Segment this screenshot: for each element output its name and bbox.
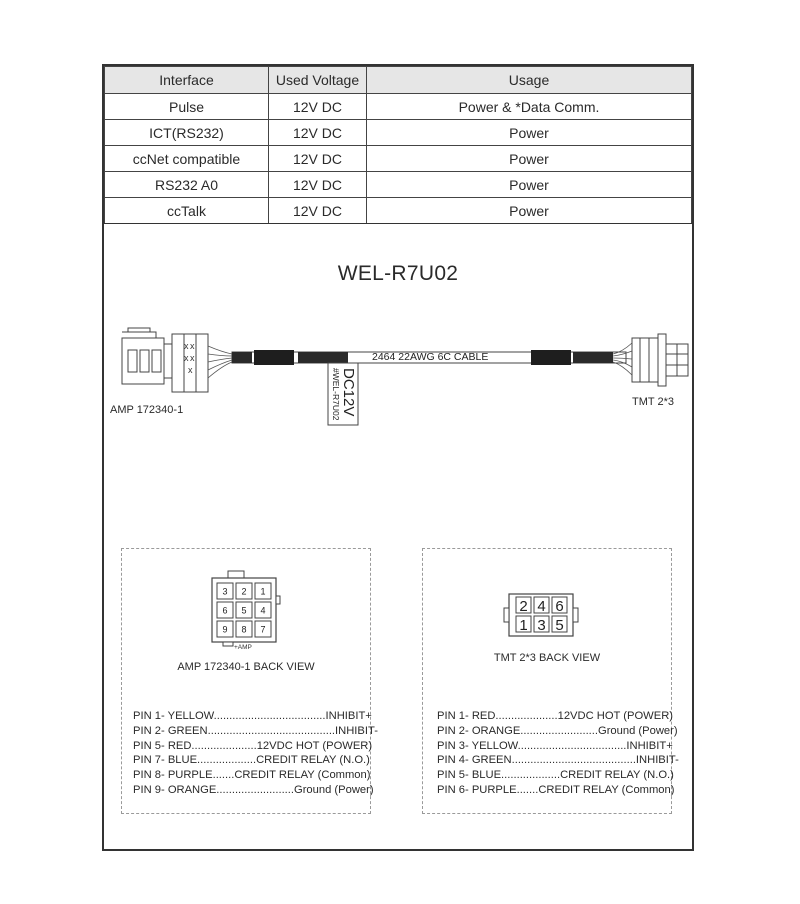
amp-back-view-title: AMP 172340-1 BACK VIEW [177, 661, 315, 673]
amp-pin-list [133, 709, 378, 798]
tmt-pin-list [437, 709, 679, 798]
tag-voltage: DC12V [340, 368, 357, 417]
cell-voltage: 12V DC [269, 120, 367, 146]
tmt-pin-grid [503, 592, 579, 638]
pin-number: 4 [537, 597, 546, 615]
amp-pin-entry: PIN 1- YELLOW....................................INHIBIT+ [133, 710, 372, 722]
amp-connector-drawing [122, 328, 208, 392]
tmt-back-view-panel [422, 548, 679, 814]
cell-interface: ICT(RS232) [105, 120, 269, 146]
amp-marker: +AMP [234, 644, 252, 650]
amp-pin-grid [210, 570, 282, 650]
pin-number: 5 [555, 616, 564, 634]
pin-number: 1 [519, 616, 528, 634]
table-row [105, 146, 692, 172]
table-header-row [105, 67, 692, 94]
tmt-pin-entry: PIN 3- YELLOW...................................INHIBIT+ [437, 739, 673, 752]
amp-pin-entry: PIN 5- RED.....................12VDC HOT (POWER) [133, 739, 373, 752]
pin-number: 2 [241, 586, 247, 597]
tmt-pin-entry: PIN 4- GREEN........................................INHIBIT- [437, 754, 679, 767]
cable-spec-label: 2464 22AWG 6C CABLE [372, 351, 489, 363]
interface-table [104, 66, 692, 224]
cable-model-title: WEL-R7U02 [337, 262, 459, 285]
cell-usage: Power & *Data Comm. [367, 94, 692, 120]
table-row [105, 120, 692, 146]
cell-interface: RS232 A0 [105, 172, 269, 198]
cell-voltage: 12V DC [269, 198, 367, 224]
pin-number: 1 [260, 586, 266, 597]
svg-text:x: x [190, 341, 195, 351]
cell-usage: Power [367, 198, 692, 224]
tmt-pin-entry: PIN 5- BLUE...................CREDIT RELAY (N.O.) [437, 769, 674, 782]
tmt-pin-entry: PIN 2- ORANGE.........................Ground (Power) [437, 724, 678, 737]
pin-number: 5 [241, 605, 247, 616]
cell-interface: ccNet compatible [105, 146, 269, 172]
header-interface: Interface [105, 67, 269, 94]
table-row [105, 94, 692, 120]
cell-interface: ccTalk [105, 198, 269, 224]
pin-number: 6 [222, 605, 228, 616]
pin-number: 2 [519, 597, 528, 615]
cell-interface: Pulse [105, 94, 269, 120]
pin-number: 6 [555, 597, 564, 615]
left-connector-label: AMP 172340-1 [110, 404, 184, 416]
header-used-voltage: Used Voltage [269, 67, 367, 94]
amp-back-view-panel [121, 548, 378, 814]
amp-pin-entry: PIN 9- ORANGE.........................Ground (Power) [133, 783, 374, 796]
amp-pin-entry: PIN 7- BLUE...................CREDIT RELAY (N.O.) [133, 754, 370, 767]
pin-number: 7 [260, 624, 266, 635]
svg-text:x: x [184, 353, 189, 363]
amp-pin-entry: PIN 2- GREEN.........................................INHIBIT- [133, 724, 378, 737]
pin-number: 3 [537, 616, 546, 634]
tag-model: #WEL-R7U02 [331, 368, 341, 421]
cell-voltage: 12V DC [269, 172, 367, 198]
tmt-pin-entry: PIN 6- PURPLE.......CREDIT RELAY (Common) [437, 783, 675, 796]
table-row [105, 172, 692, 198]
svg-text:x: x [184, 341, 189, 351]
svg-text:x: x [190, 353, 195, 363]
tmt-back-view-title: TMT 2*3 BACK VIEW [493, 652, 601, 664]
cell-usage: Power [367, 172, 692, 198]
pin-number: 3 [222, 586, 228, 597]
tmt-pin-entry: PIN 1- RED....................12VDC HOT (POWER) [437, 710, 674, 722]
spec-sheet-frame [102, 64, 694, 851]
pin-number: 9 [222, 624, 228, 635]
cell-voltage: 12V DC [269, 146, 367, 172]
header-usage: Usage [367, 67, 692, 94]
table-row [105, 198, 692, 224]
cable-assembly-drawing [104, 316, 692, 436]
right-connector-label: TMT 2*3 [632, 396, 674, 408]
amp-pin-entry: PIN 8- PURPLE.......CREDIT RELAY (Common) [133, 769, 371, 782]
pin-number: 8 [241, 624, 247, 635]
cell-usage: Power [367, 120, 692, 146]
svg-text:x: x [188, 365, 193, 375]
amp-pin-cells [217, 583, 271, 637]
cell-voltage: 12V DC [269, 94, 367, 120]
cell-usage: Power [367, 146, 692, 172]
tmt-connector-drawing [632, 334, 688, 386]
pin-number: 4 [260, 605, 266, 616]
